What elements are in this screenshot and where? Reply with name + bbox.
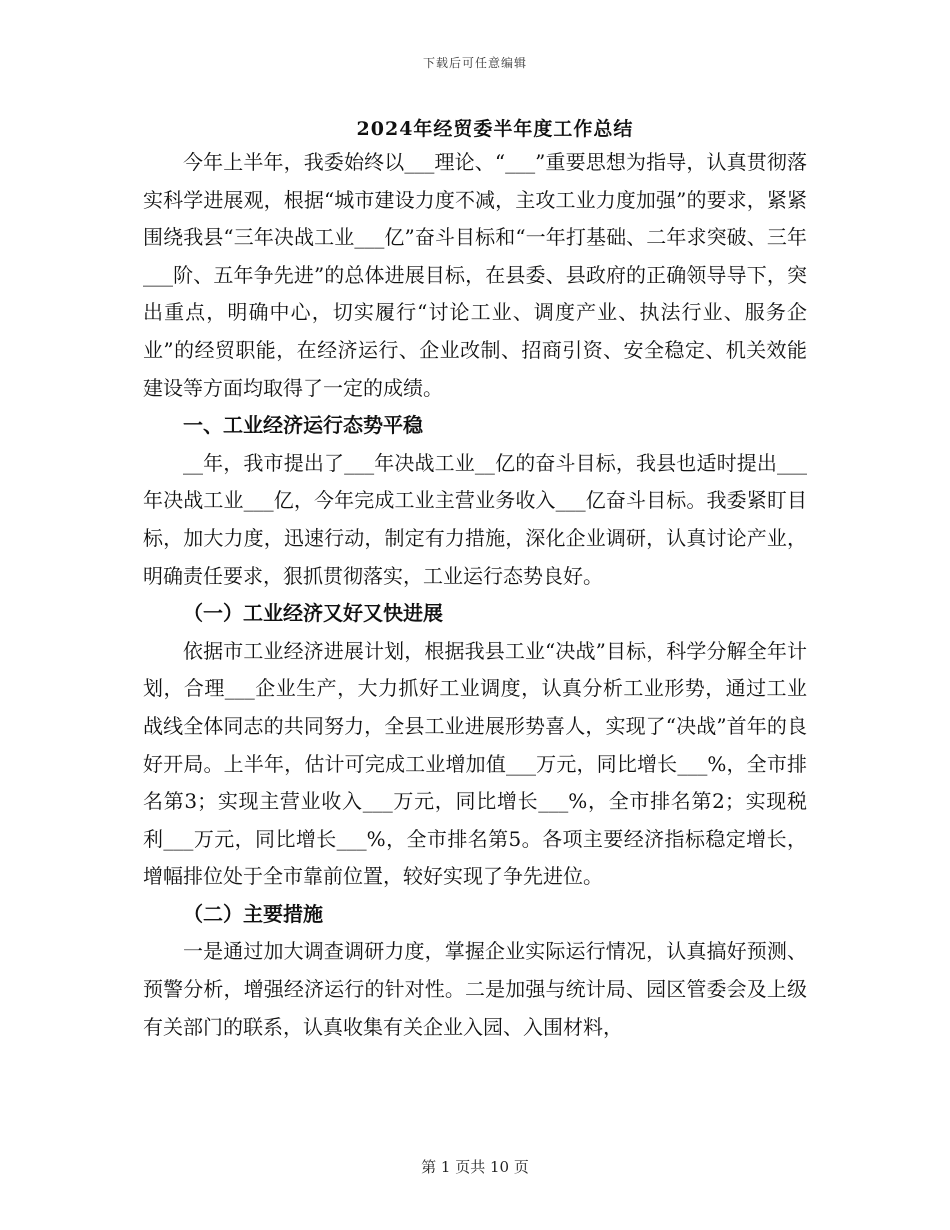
section-heading-1: 一、工业经济运行态势平稳 [183, 413, 423, 438]
header-note: 下载后可任意编辑 [422, 56, 527, 70]
section-1-paragraph: __年，我市提出了___年决战工业__亿的奋斗目标，我县也适时提出___年决战工业___亿，今年完成工业主营业务收入___亿奋斗目标。我委紧盯目标，加大力度，迅速行动，制定有力措施，深化企业调研，认真讨论产业，明确责任要求，狠抓贯彻落实，工业运行态势良好。 [143, 450, 807, 588]
document-title: 2024年经贸委半年度工作总结 [356, 118, 634, 140]
subsection-heading-1: （一）工业经济又好又快进展 [183, 601, 443, 626]
document-body [143, 144, 807, 1046]
subsection-1-paragraph: 依据市工业经济进展计划，根据我县工业“决战”目标，科学分解全年计划，合理___企业生产，大力抓好工业调度，认真分析工业形势，通过工业战线全体同志的共同努力，全县工业进展形势喜人，实现了“决战”首年的良好开局。上半年，估计可完成工业增加值___万元，同比增长___%，全市排名第3；实现主营业收入___万元，同比增长___%，全市排名第2；实现税利___万元，同比增长___%，全市排名第5。各项主要经济指标稳定增长，增幅排位处于全市靠前位置，较好实现了争先进位。 [143, 638, 807, 889]
subsection-heading-2: （二）主要措施 [183, 901, 323, 926]
page-number-footer: 第 1 页共 10 页 [421, 1158, 529, 1176]
subsection-2-paragraph: 一是通过加大调查调研力度，掌握企业实际运行情况，认真搞好预测、预警分析，增强经济运行的针对性。二是加强与统计局、园区管委会及上级有关部门的联系，认真收集有关企业入园、入围材料， [143, 939, 807, 1039]
intro-paragraph: 今年上半年，我委始终以___理论、“___”重要思想为指导，认真贯彻落实科学进展观，根据“城市建设力度不减，主攻工业力度加强”的要求，紧紧围绕我县“三年决战工业___亿”奋斗目标和“一年打基础、二年求突破、三年___阶、五年争先进”的总体进展目标，在县委、县政府的正确领导导下，突出重点，明确中心，切实履行“讨论工业、调度产业、执法行业、服务企业”的经贸职能，在经济运行、企业改制、招商引资、安全稳定、机关效能建设等方面均取得了一定的成绩。 [143, 150, 807, 400]
